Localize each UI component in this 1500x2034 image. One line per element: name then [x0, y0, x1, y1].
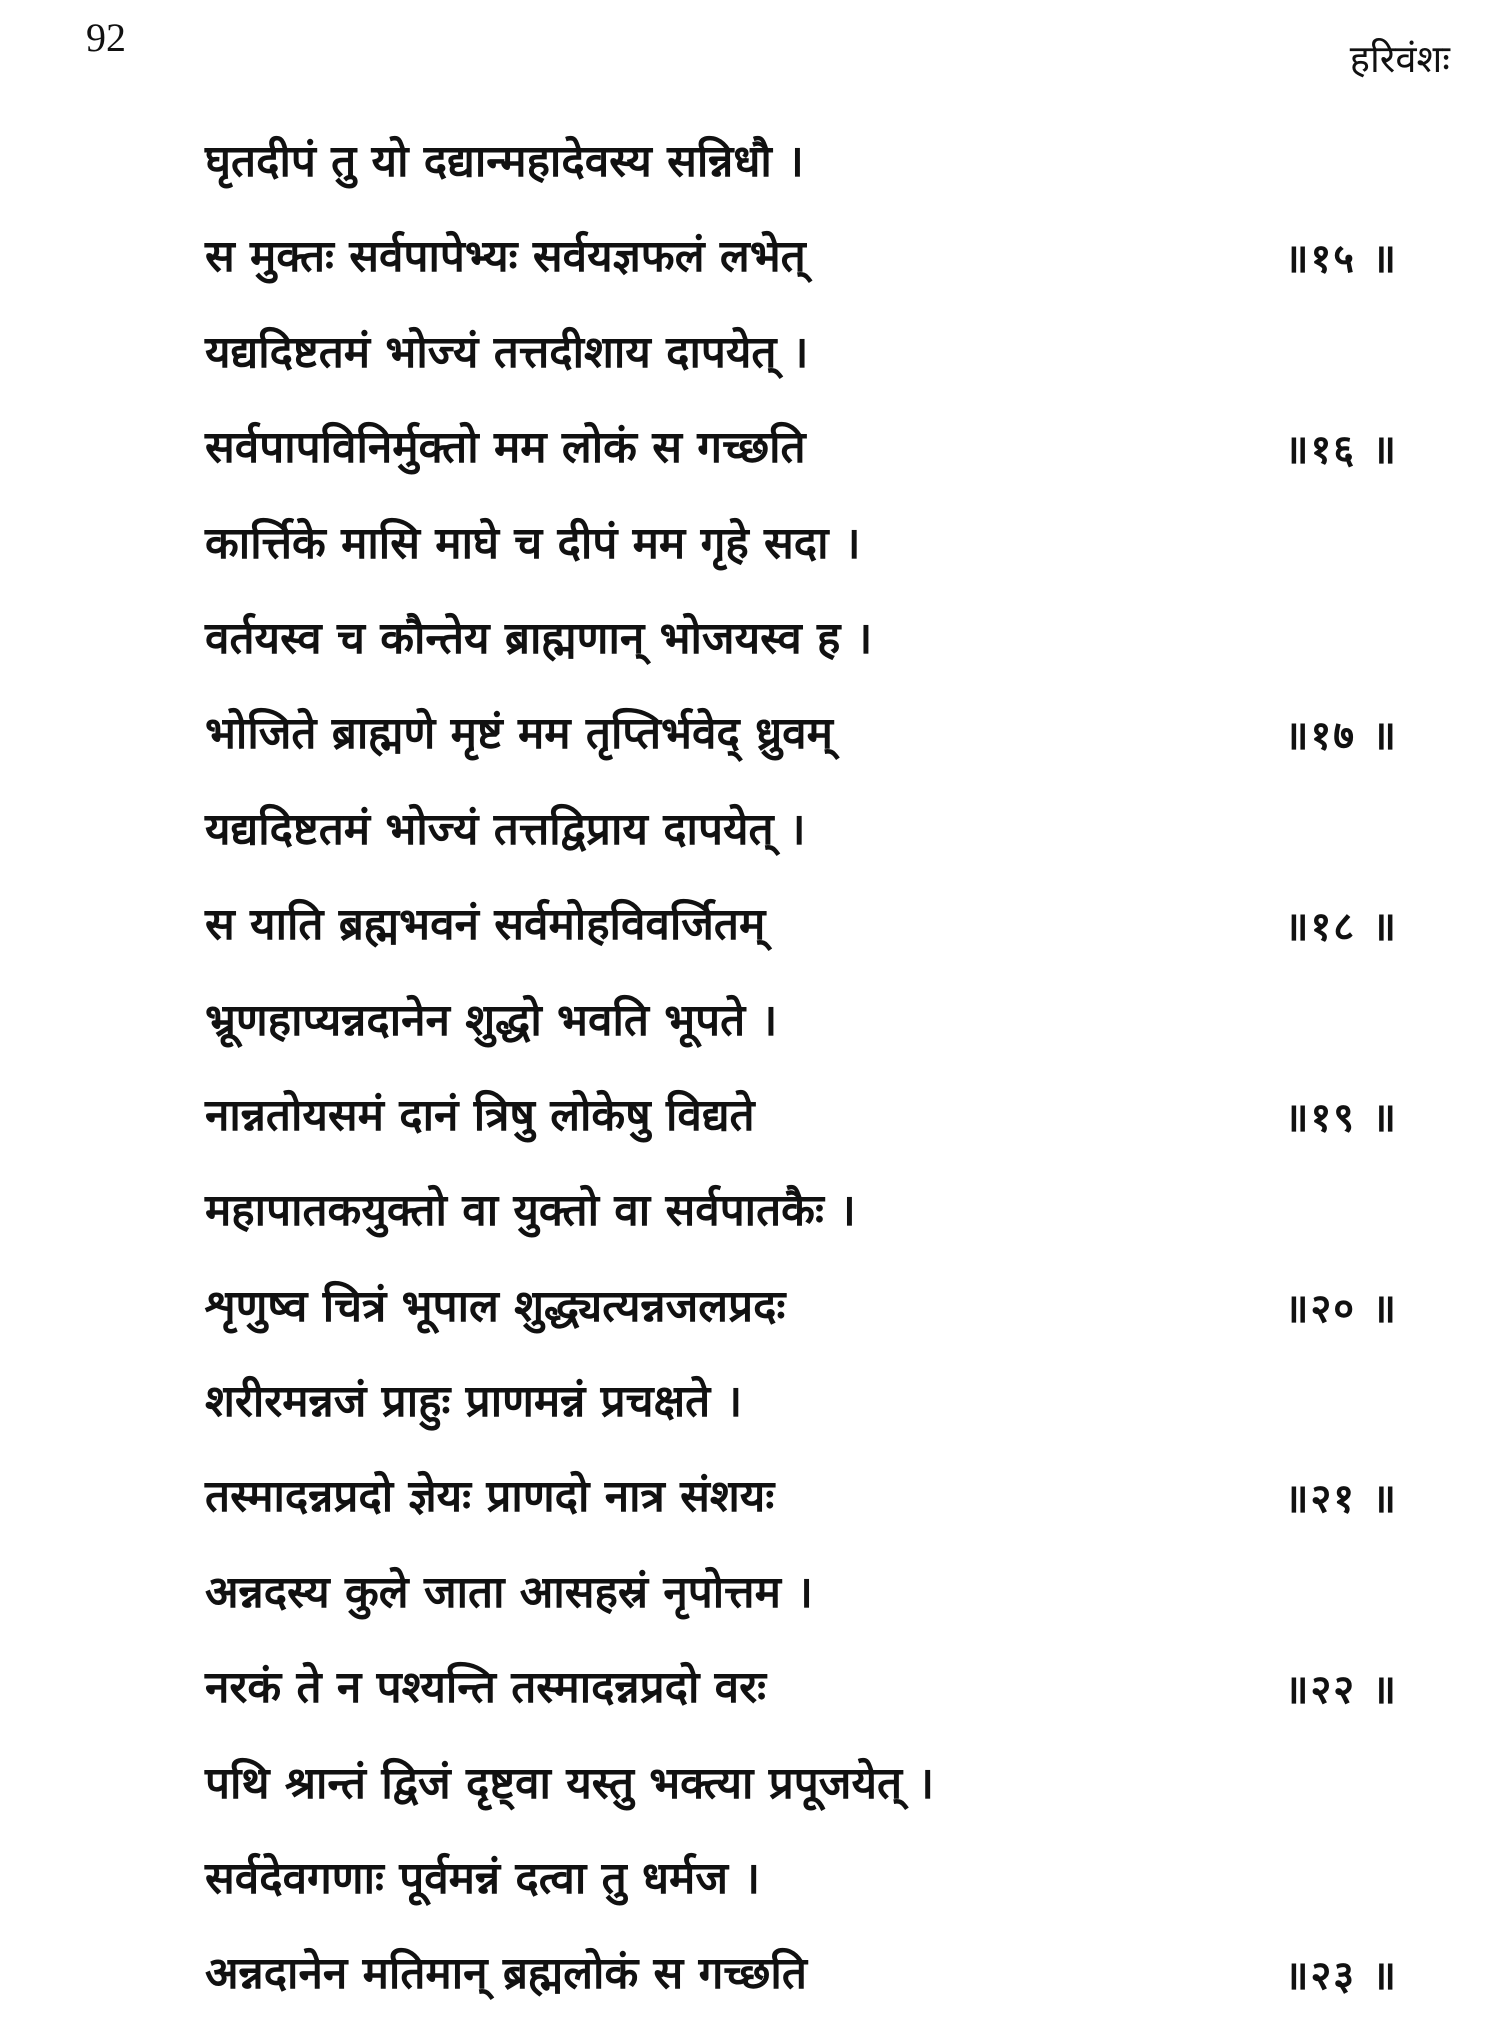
verse-line [0, 1080, 1500, 1175]
verse-line [0, 1175, 1500, 1270]
verse-line [0, 603, 1500, 698]
verse-number: ॥१८ ॥ [1284, 904, 1398, 951]
verse-line [0, 1557, 1500, 1652]
line-text: स मुक्तः सर्वपापेभ्यः सर्वयज्ञफलं लभेत् [205, 231, 806, 283]
line-text: अन्नदस्य कुले जाता आसहस्रं नृपोत्तम । [205, 1566, 813, 1618]
verse-line [0, 698, 1500, 793]
verse-number: ॥१९ ॥ [1284, 1094, 1398, 1141]
page-number: 92 [86, 15, 126, 60]
line-text: नान्नतोयसमं दानं त्रिषु लोकेषु विद्यते [205, 1089, 755, 1141]
verse-line [0, 1938, 1500, 2033]
verse-line [0, 1748, 1500, 1843]
verse-number: ॥१७ ॥ [1284, 713, 1398, 760]
line-text: पथि श्रान्तं द्विजं दृष्ट्वा यस्तु भक्त्या प्रपूजयेत् । [205, 1757, 935, 1809]
verse-line [0, 889, 1500, 984]
verse-line [0, 412, 1500, 507]
verse-line [0, 794, 1500, 889]
verse-line [0, 126, 1500, 221]
line-text: भ्रूणहाप्यन्नदानेन शुद्धो भवति भूपते । [205, 994, 778, 1046]
line-text: तस्मादन्नप्रदो ज्ञेयः प्राणदो नात्र संशयः [205, 1471, 775, 1523]
verse-line [0, 1652, 1500, 1747]
line-text: शृणुष्व चित्रं भूपाल शुद्ध्यत्यन्नजलप्रदः [205, 1280, 786, 1332]
line-text: स याति ब्रह्मभवनं सर्वमोहविवर्जितम् [205, 899, 766, 951]
verse-lines [0, 126, 1500, 2034]
verse-line [0, 317, 1500, 412]
verse-number: ॥२० ॥ [1284, 1285, 1398, 1332]
verse-number: ॥२१ ॥ [1284, 1476, 1398, 1523]
verse-number: ॥२२ ॥ [1284, 1667, 1398, 1714]
line-text: घृतदीपं तु यो दद्यान्महादेवस्य सन्निधौ । [205, 136, 804, 187]
verse-line [0, 985, 1500, 1080]
verse-line [0, 1843, 1500, 1938]
line-text: यद्यदिष्टतमं भोज्यं तत्तद्विप्राय दापयेत् । [205, 803, 806, 855]
verse-line [0, 1461, 1500, 1556]
verse-line [0, 221, 1500, 316]
line-text: अन्नदानेन मतिमान् ब्रह्मलोकं स गच्छति [205, 1948, 807, 2000]
line-text: नरकं ते न पश्यन्ति तस्मादन्नप्रदो वरः [205, 1662, 767, 1714]
line-text: यद्यदिष्टतमं भोज्यं तत्तदीशाय दापयेत् । [205, 326, 809, 378]
line-text: सर्वदेवगणाः पूर्वमन्नं दत्वा तु धर्मज । [205, 1853, 761, 1905]
line-text: सर्वपापविनिर्मुक्तो मम लोकं स गच्छति [205, 422, 806, 474]
running-header: हरिवंशः [1349, 37, 1450, 81]
verse-line [0, 1366, 1500, 1461]
verse-number: ॥२३ ॥ [1284, 1953, 1398, 2000]
verse-number: ॥१६ ॥ [1284, 427, 1398, 474]
line-text: भोजिते ब्राह्मणे मृष्टं मम तृप्तिर्भवेद् ध्रुवम् [205, 708, 833, 760]
verse-number: ॥१५ ॥ [1284, 236, 1398, 283]
line-text: कार्त्तिके मासि माघे च दीपं मम गृहे सदा । [205, 517, 861, 569]
line-text: वर्तयस्व च कौन्तेय ब्राह्मणान् भोजयस्व ह । [205, 612, 873, 664]
verse-line [0, 508, 1500, 603]
line-text: महापातकयुक्तो वा युक्तो वा सर्वपातकैः । [205, 1185, 856, 1237]
verse-line [0, 1271, 1500, 1366]
line-text: शरीरमन्नजं प्राहुः प्राणमन्नं प्रचक्षते । [205, 1376, 743, 1428]
